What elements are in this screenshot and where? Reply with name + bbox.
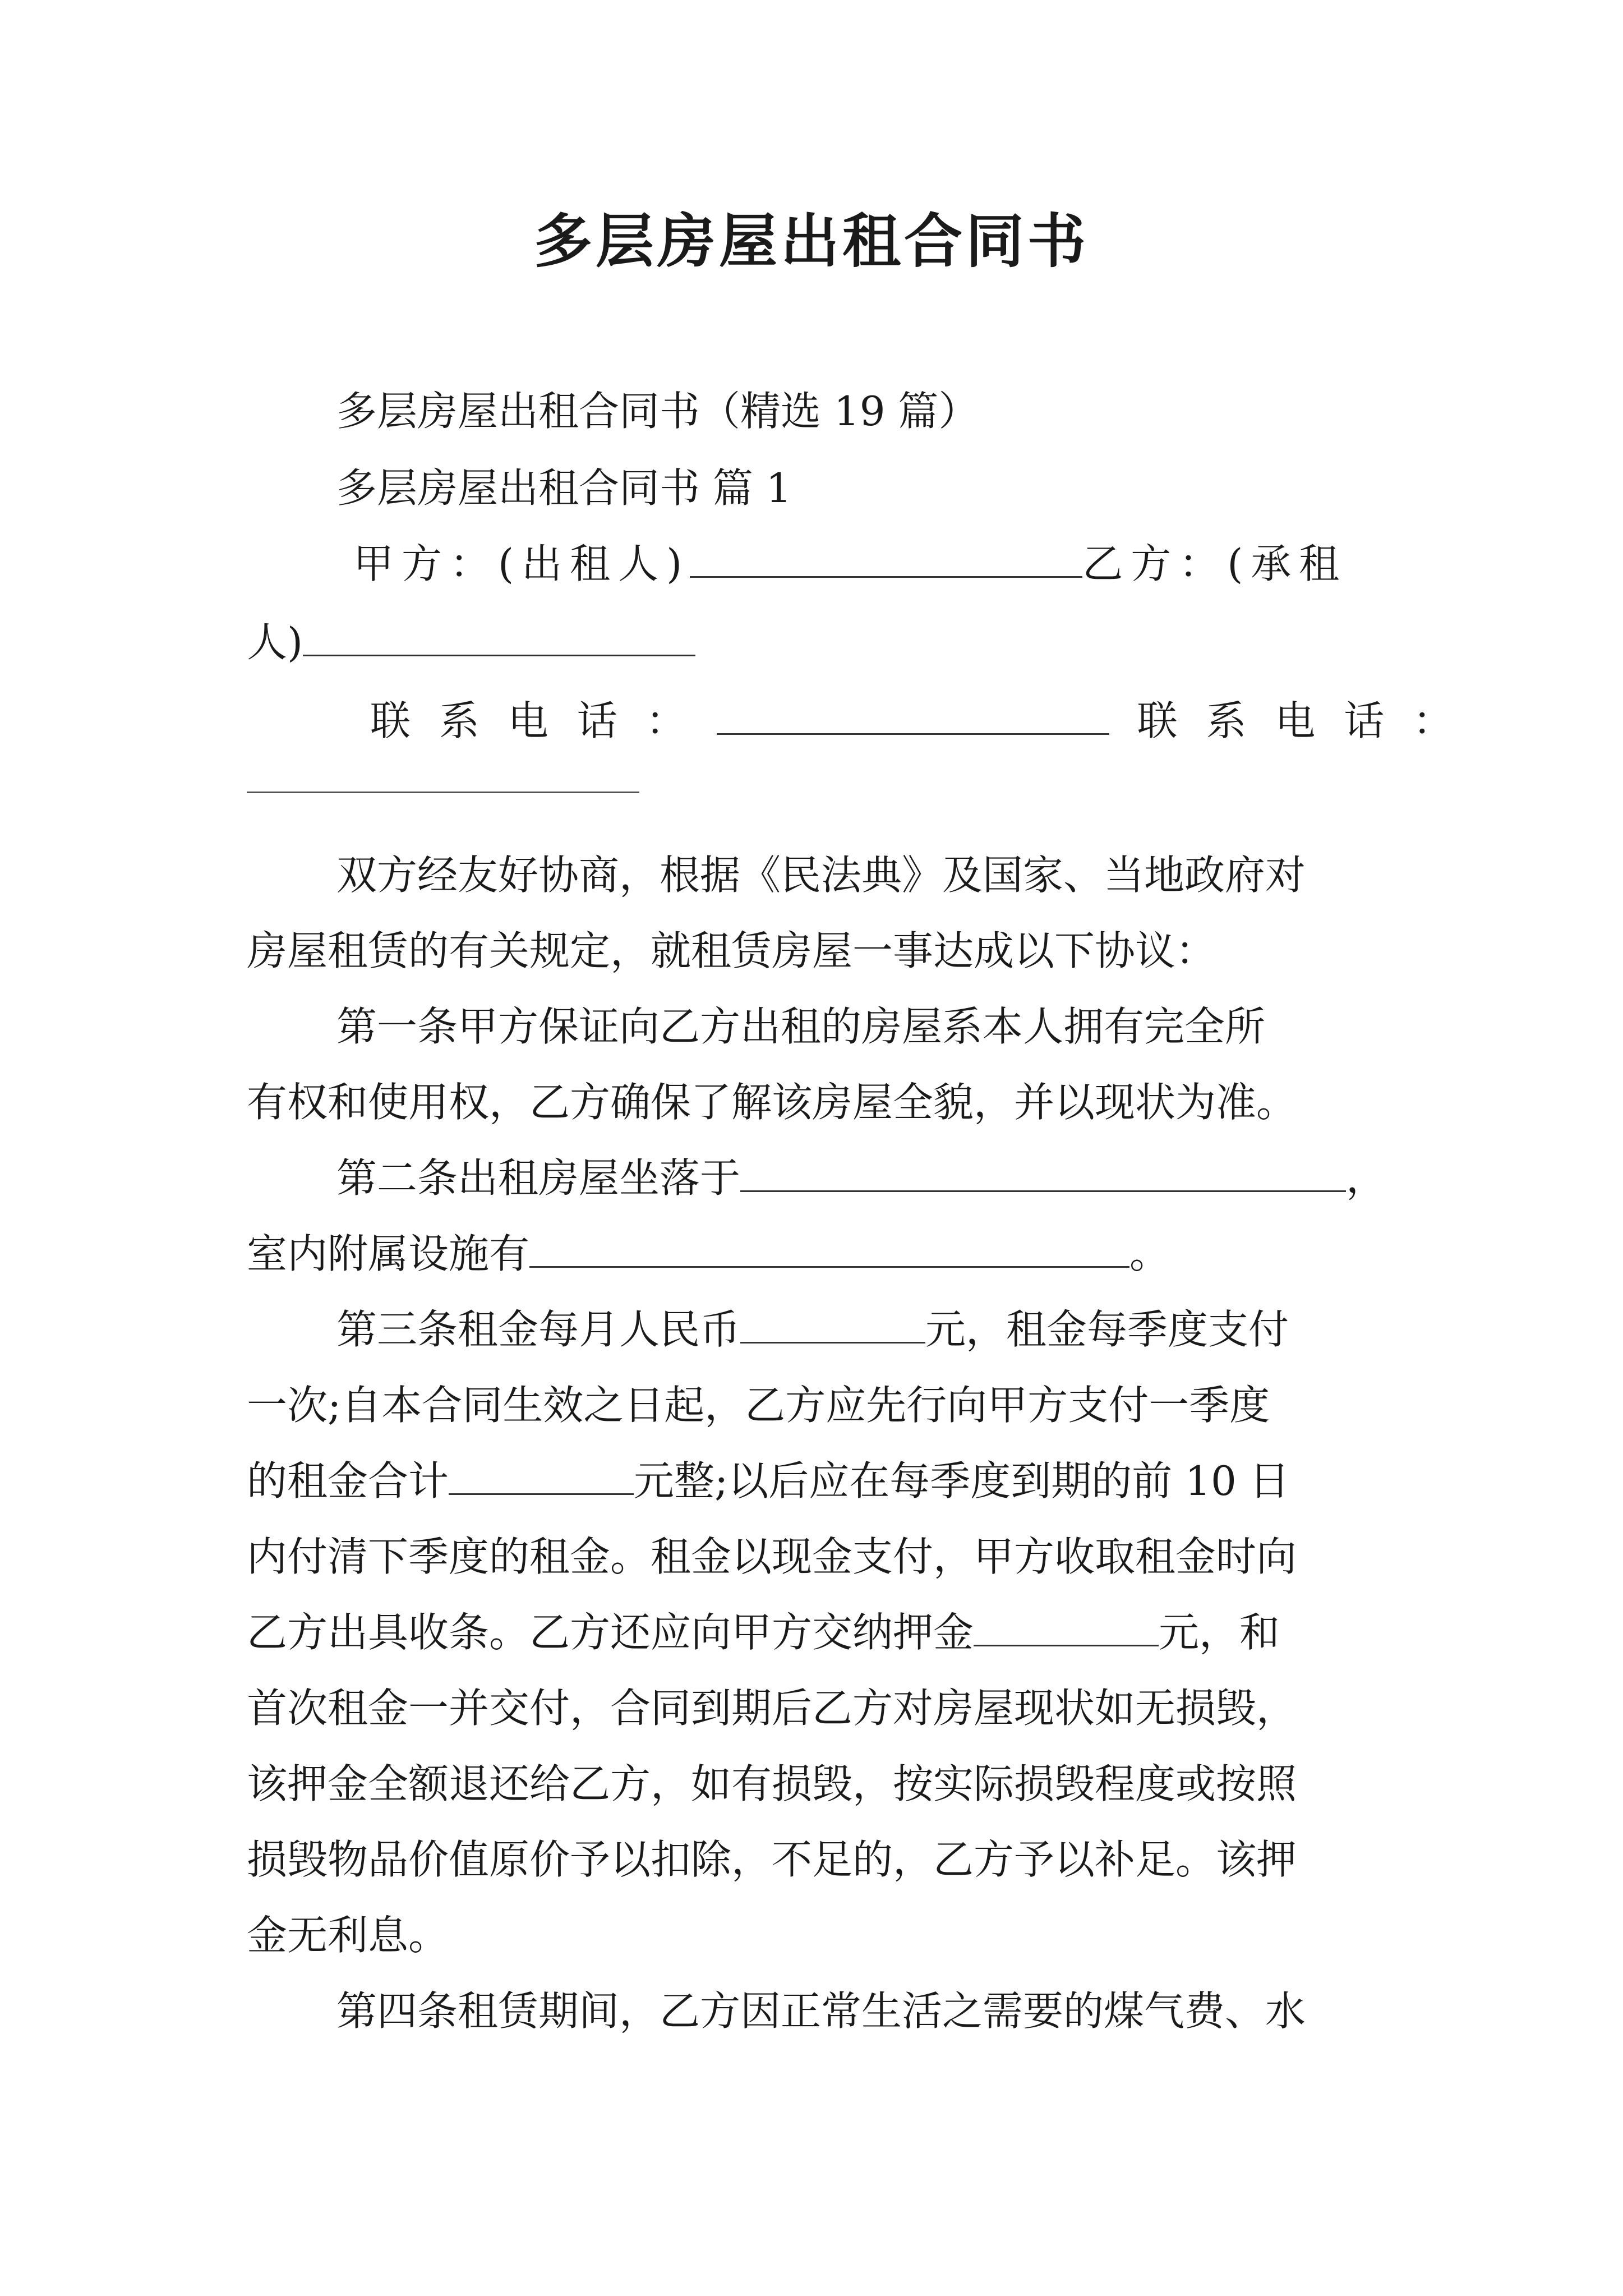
document-subtitle: 多层房屋出租合同书（精选 19 篇）: [336, 388, 979, 435]
party-b-label-cont: 人): [247, 619, 303, 666]
article-3-line-5: [247, 1604, 1380, 1660]
article-2-line-2: [247, 1226, 1380, 1282]
deposit-label: 乙方出具收条。乙方还应向甲方交纳押金: [247, 1609, 974, 1656]
article-3-line-8: 损毁物品价值原价予以扣除，不足的，乙方予以补足。该押: [247, 1836, 1297, 1883]
monthly-rent-blank: [740, 1305, 925, 1343]
document-title: 多层房屋出租合同书: [533, 206, 1089, 275]
article-3-line-9: 金无利息。: [247, 1912, 449, 1959]
article-1-line-1: 第一条甲方保证向乙方出租的房屋系本人拥有完全所: [336, 1003, 1266, 1050]
article-3-line-2: 一次;自本合同生效之日起，乙方应先行向甲方支付一季度: [247, 1382, 1270, 1429]
party-a-label: 甲方：(出租人): [353, 540, 690, 587]
phone-label-a: 联 系 电 话 ：: [370, 697, 694, 744]
phone-a-blank: [717, 696, 1109, 735]
deposit-suffix: 元，和: [1159, 1609, 1280, 1656]
phone-b-blank: [247, 791, 639, 793]
article-2-facilities-label: 室内附属设施有: [247, 1230, 530, 1277]
quarter-rent-blank: [449, 1456, 634, 1495]
part-heading: 多层房屋出租合同书 篇 1: [336, 464, 792, 512]
intro-line-1: 双方经友好协商，根据《民法典》及国家、当地政府对: [336, 852, 1306, 899]
rent-total-label: 的租金合计: [247, 1457, 449, 1504]
article-3-line-1: [336, 1301, 1469, 1358]
article-3-line-7: 该押金全额退还给乙方，如有损毁，按实际损毁程度或按照: [247, 1760, 1297, 1807]
facilities-blank: [529, 1229, 1129, 1268]
party-b-label: 乙方：(承租: [1082, 540, 1348, 587]
article-2-comma: ，: [1346, 1154, 1387, 1202]
party-a-blank: [690, 539, 1082, 578]
phone-label-b: 联 系 电 话 ：: [1137, 697, 1461, 744]
deposit-blank: [974, 1608, 1159, 1646]
article-3-line-6: 首次租金一并交付，合同到期后乙方对房屋现状如无损毁，: [247, 1685, 1297, 1732]
intro-line-2: 房屋租赁的有关规定，就租赁房屋一事达成以下协议：: [247, 927, 1216, 974]
article-2-line-1: [336, 1150, 1469, 1206]
rent-monthly-label: 第三条租金每月人民币: [336, 1306, 741, 1353]
rent-total-suffix: 元整;以后应在每季度到期的前 10 日: [634, 1457, 1290, 1504]
article-1-line-2: 有权和使用权，乙方确保了解该房屋全貌，并以现状为准。: [247, 1079, 1297, 1126]
article-2-period: 。: [1129, 1230, 1170, 1277]
article-2-location-label: 第二条出租房屋坐落于: [336, 1154, 741, 1202]
party-line: [353, 536, 1486, 592]
article-3-line-3: [247, 1453, 1380, 1509]
article-3-line-4: 内付清下季度的租金。租金以现金支付，甲方收取租金时向: [247, 1533, 1297, 1580]
phone-line: [370, 693, 1503, 749]
location-blank: [740, 1153, 1346, 1192]
party-b-blank: [303, 618, 695, 656]
party-line-cont: [247, 614, 1380, 670]
article-4-line-1: 第四条租赁期间，乙方因正常生活之需要的煤气费、水: [336, 1987, 1306, 2035]
rent-monthly-suffix: 元，租金每季度支付: [925, 1306, 1289, 1353]
